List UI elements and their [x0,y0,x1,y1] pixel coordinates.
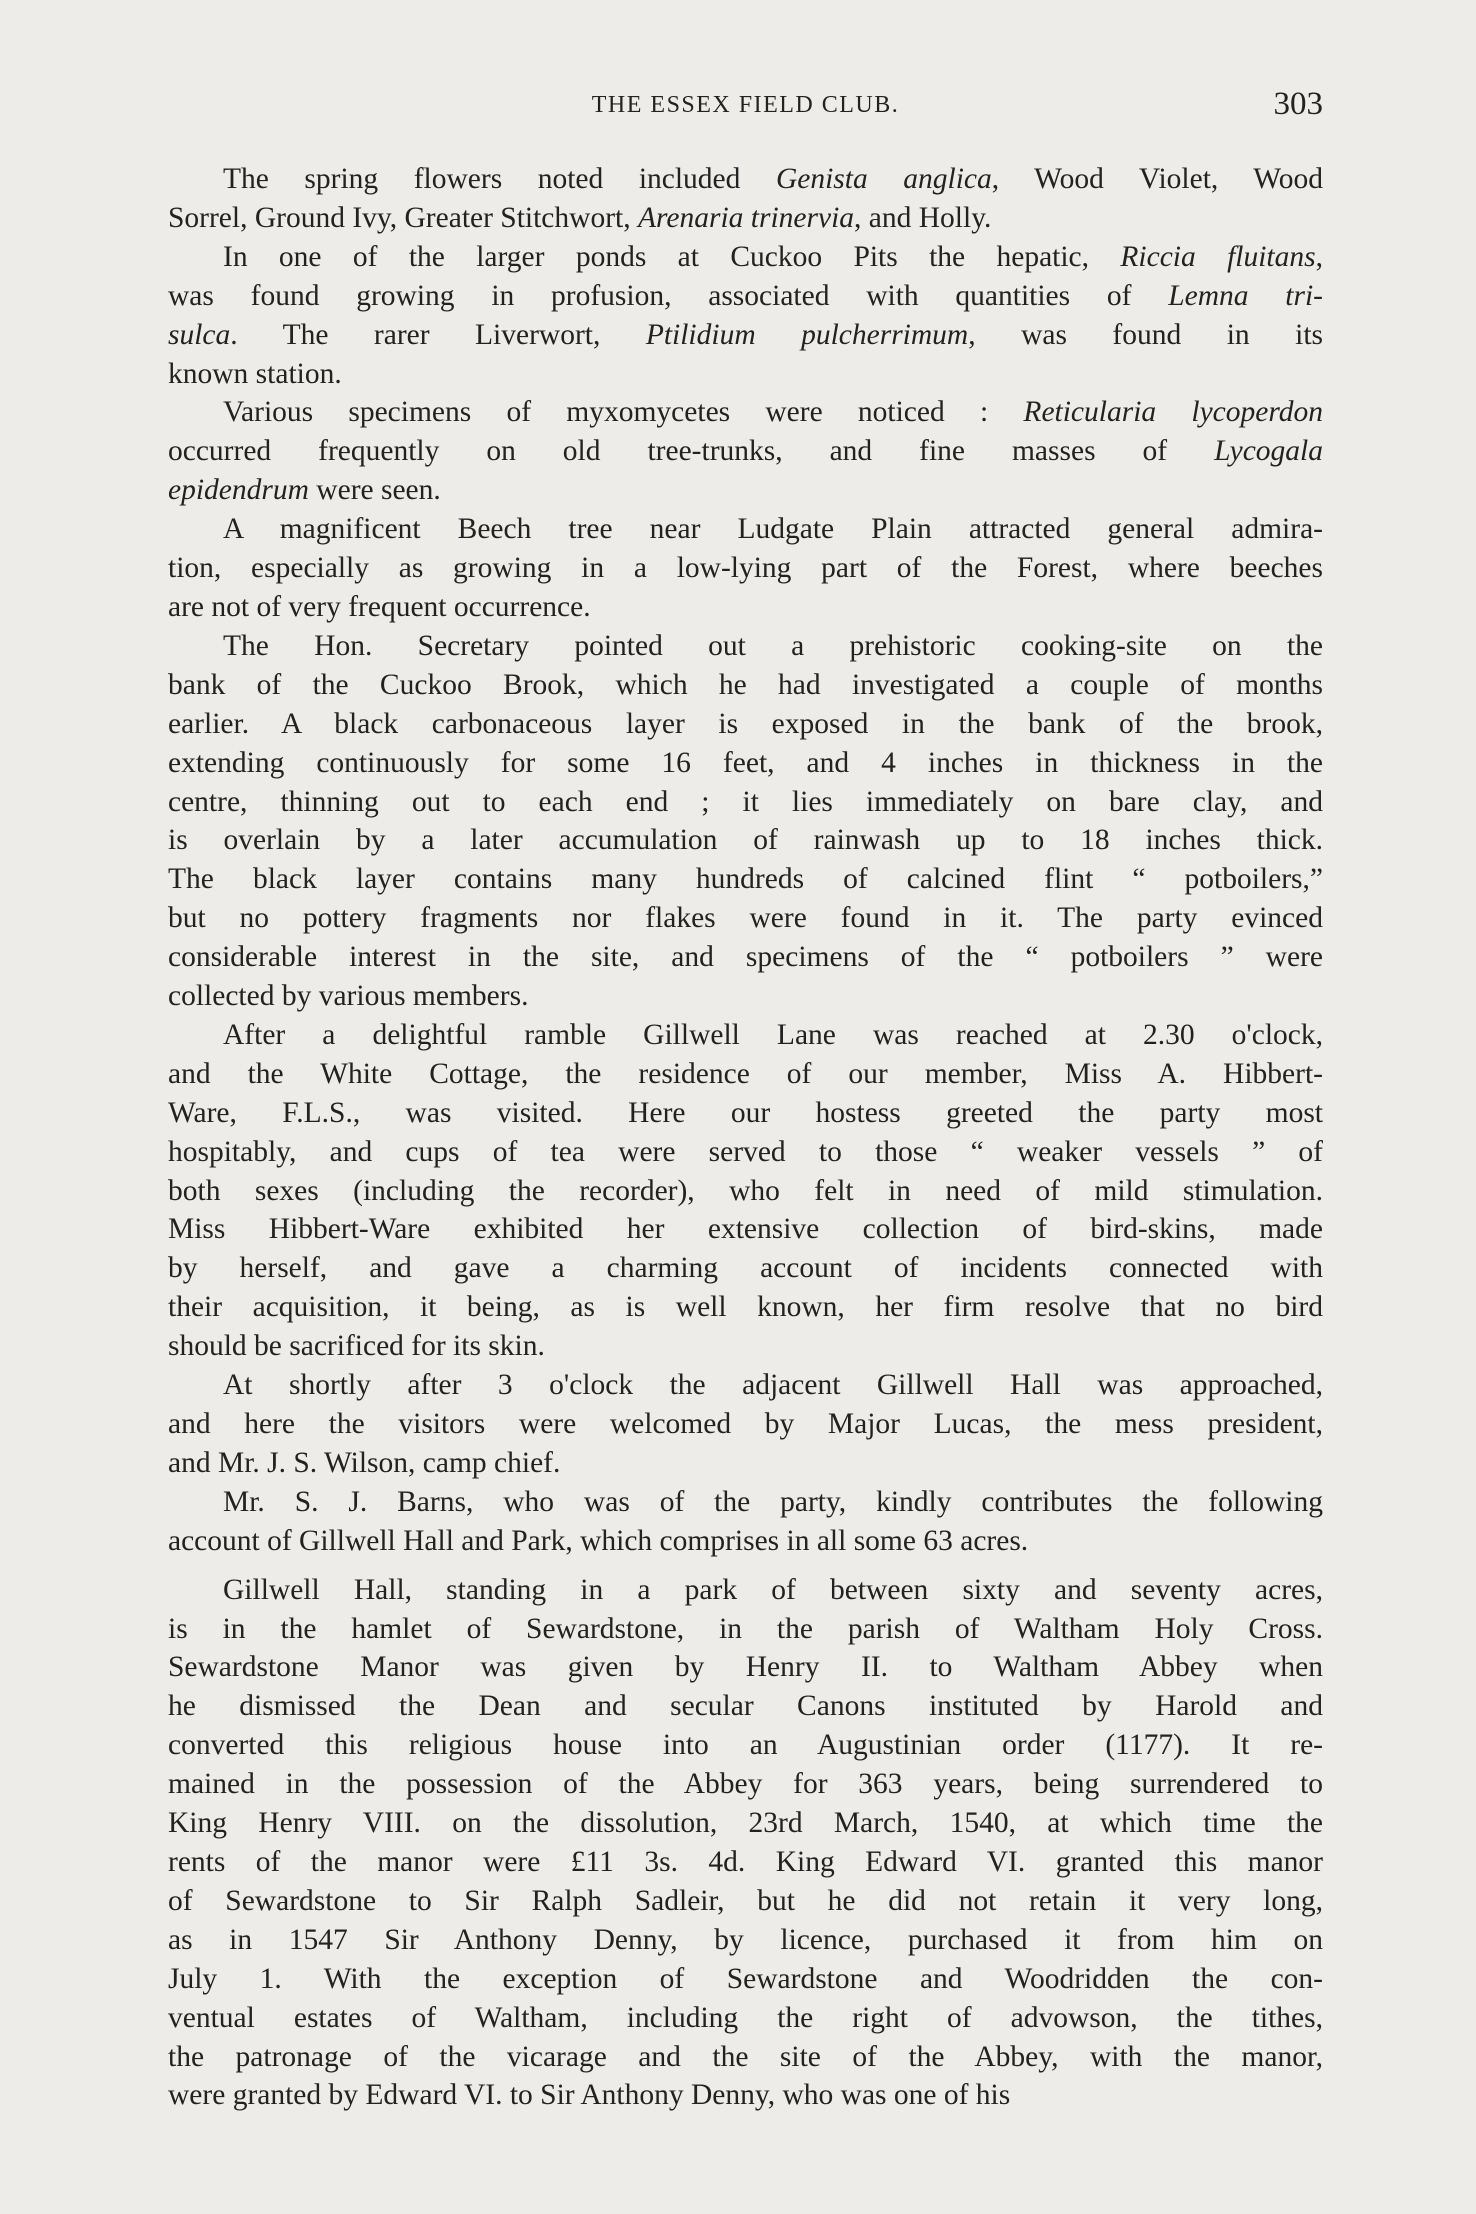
text-line: mained in the possession of the Abbey for 363 years, being surrendered to [168,1768,1323,1801]
page-number: 303 [1273,86,1323,122]
text-line: bank of the Cuckoo Brook, which he had investigated a couple of months [168,668,1323,701]
text-line: tion, especially as growing in a low-lying part of the Forest, where beeches [168,552,1323,585]
text-line: and here the visitors were welcomed by Major Lucas, the mess president, [168,1408,1323,1440]
text-line: their acquisition, it being, as is well known, her firm resolve that no bird [168,1291,1323,1324]
text-line: Mr. S. J. Barns, who was of the party, kindly contributes the following [223,1485,1323,1518]
text-line: of Sewardstone to Sir Ralph Sadleir, but he did not retain it very long, [168,1884,1323,1917]
text-line: epidendrum were seen. [168,474,441,507]
text-line: rents of the manor were £11 3s. 4d. King Edward VI. granted this manor [168,1845,1323,1878]
text-line: At shortly after 3 o'clock the adjacent Gillwell Hall was approached, [223,1369,1323,1402]
text-line: was found growing in profusion, associated with quantities of Lemna tri- [168,279,1323,312]
text-line: centre, thinning out to each end ; it lies immediately on bare clay, and [168,785,1323,818]
text-line: Ware, F.L.S., was visited. Here our hostess greeted the party most [168,1096,1323,1129]
body-text [168,160,1323,2115]
paragraph [168,1483,1323,1561]
text-line: were granted by Edward VI. to Sir Anthony Denny, who was one of his [168,2079,1011,2112]
text-line: King Henry VIII. on the dissolution, 23rd March, 1540, at which time the [168,1807,1323,1840]
text-line: Various specimens of myxomycetes were noticed : Reticularia lycoperdon [223,396,1323,429]
text-line: the patronage of the vicarage and the site of the Abbey, with the manor, [168,2040,1323,2073]
text-line: A magnificent Beech tree near Ludgate Plain attracted general admira- [223,513,1323,546]
text-line: both sexes (including the recorder), who felt in need of mild stimulation. [168,1174,1323,1207]
paragraph [168,238,1323,394]
running-title: THE ESSEX FIELD CLUB. [591,92,900,118]
text-line: The Hon. Secretary pointed out a prehistoric cooking-site on the [223,629,1323,662]
text-line: is overlain by a later accumulation of rainwash up to 18 inches thick. [168,824,1323,857]
paragraph [168,160,1323,238]
text-line: is in the hamlet of Sewardstone, in the parish of Waltham Holy Cross. [168,1612,1323,1645]
text-line: are not of very frequent occurrence. [168,590,591,623]
text-line: In one of the larger ponds at Cuckoo Pits the hepatic, Riccia fluitans, [223,240,1323,273]
paragraph [168,1366,1323,1483]
text-line: as in 1547 Sir Anthony Denny, by licence, purchased it from him on [168,1923,1323,1956]
paragraph [168,510,1323,627]
text-line: extending continuously for some 16 feet, and 4 inches in thickness in the [168,746,1323,779]
text-line: known station. [168,357,342,390]
text-line: occurred frequently on old tree-trunks, and fine masses of Lycogala [168,435,1323,468]
text-line: sulca. The rarer Liverwort, Ptilidium pulcherrimum, was found in its [168,318,1323,351]
text-line: July 1. With the exception of Sewardstone and Woodridden the con- [168,1962,1323,1995]
paragraph [168,393,1323,510]
text-line: considerable interest in the site, and specimens of the “ potboilers ” were [168,941,1323,974]
paragraph [168,627,1323,1016]
text-line: account of Gillwell Hall and Park, which comprises in all some 63 acres. [168,1524,1029,1557]
text-line: should be sacrificed for its skin. [168,1330,545,1363]
text-line: hospitably, and cups of tea were served to those “ weaker vessels ” of [168,1135,1323,1168]
text-line: Sorrel, Ground Ivy, Greater Stitchwort, Arenaria trinervia, and Holly. [168,201,992,234]
text-line: ventual estates of Waltham, including the right of advowson, the tithes, [168,2001,1323,2034]
text-line: The black layer contains many hundreds of calcined flint “ potboilers,” [168,863,1323,896]
text-line: Miss Hibbert-Ware exhibited her extensive collection of bird-skins, made [168,1213,1323,1246]
text-line: and Mr. J. S. Wilson, camp chief. [168,1446,561,1479]
paragraph [168,1571,1323,2116]
text-line: The spring flowers noted included Genista anglica, Wood Violet, Wood [223,163,1324,195]
text-line: he dismissed the Dean and secular Canons instituted by Harold and [168,1690,1323,1723]
text-line: but no pottery fragments nor flakes were found in it. The party evinced [168,902,1323,935]
text-line: Sewardstone Manor was given by Henry II. to Waltham Abbey when [168,1651,1323,1684]
text-line: collected by various members. [168,980,529,1013]
text-line: earlier. A black carbonaceous layer is exposed in the bank of the brook, [168,707,1323,740]
text-line: converted this religious house into an Augustinian order (1177). It re- [168,1729,1323,1762]
text-line: After a delightful ramble Gillwell Lane was reached at 2.30 o'clock, [223,1018,1323,1051]
text-line: and the White Cottage, the residence of our member, Miss A. Hibbert- [168,1057,1323,1090]
paragraph [168,1016,1323,1366]
text-line: by herself, and gave a charming account of incidents connected with [168,1252,1323,1285]
running-head [168,86,1323,132]
text-line: Gillwell Hall, standing in a park of between sixty and seventy acres, [223,1573,1323,1606]
